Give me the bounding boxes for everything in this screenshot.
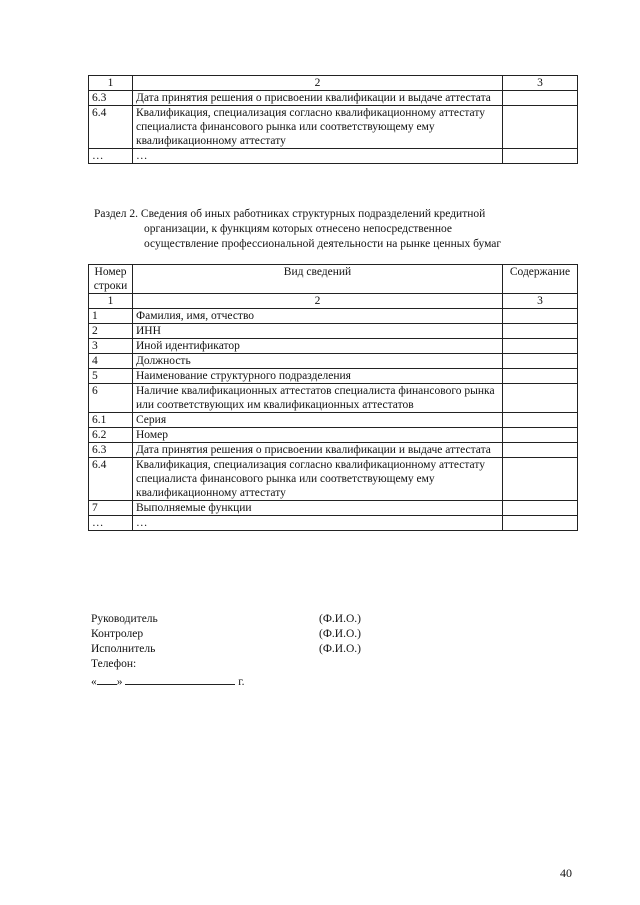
row-value[interactable]	[503, 149, 578, 164]
month-year-blank[interactable]	[125, 672, 235, 685]
row-label: Наименование структурного подразделения	[133, 369, 503, 384]
table-row	[89, 309, 578, 324]
signature-row	[91, 657, 391, 672]
row-label: Квалификация, специализация согласно квалификационному аттестату специалиста финансового рынка или соответствующему ему квалификационному аттестату	[133, 458, 503, 501]
signature-fio: (Ф.И.О.)	[319, 643, 361, 655]
signature-role: Контролер	[91, 628, 144, 640]
table-row	[89, 501, 578, 516]
row-value[interactable]	[503, 443, 578, 458]
signature-fio: (Ф.И.О.)	[319, 628, 361, 640]
row-number: 1	[89, 309, 133, 324]
date-line	[91, 672, 245, 690]
row-label: ИНН	[133, 324, 503, 339]
row-number: …	[89, 149, 133, 164]
signature-role: Телефон:	[91, 658, 137, 670]
row-number: 6.1	[89, 413, 133, 428]
row-label: Номер	[133, 428, 503, 443]
signature-row	[91, 612, 391, 627]
column-number: 1	[89, 294, 133, 309]
row-label: Выполняемые функции	[133, 501, 503, 516]
row-number: 2	[89, 324, 133, 339]
section-title-line: организации, к функциям которых отнесено непосредственное	[144, 223, 452, 235]
row-value[interactable]	[503, 413, 578, 428]
row-label: Фамилия, имя, отчество	[133, 309, 503, 324]
table-row	[89, 443, 578, 458]
date-close-quote: »	[116, 676, 123, 688]
column-number: 2	[133, 76, 503, 91]
row-label: Наличие квалификационных аттестатов специалиста финансового рынка или соответствующих им квалификационных аттестатов	[133, 384, 503, 413]
row-value[interactable]	[503, 501, 578, 516]
column-number: 3	[503, 76, 578, 91]
table-row	[89, 339, 578, 354]
table-row	[89, 324, 578, 339]
row-number: …	[89, 516, 133, 531]
section-title-line: Раздел 2. Сведения об иных работниках структурных подразделений кредитной	[94, 208, 486, 220]
column-header: Содержание	[503, 265, 578, 294]
row-label: Должность	[133, 354, 503, 369]
row-value[interactable]	[503, 369, 578, 384]
table-row	[89, 369, 578, 384]
day-blank[interactable]	[97, 672, 117, 685]
column-header: Вид сведений	[133, 265, 503, 294]
row-number: 6.4	[89, 458, 133, 501]
other-employees-table	[88, 264, 578, 531]
signature-role: Руководитель	[91, 613, 158, 625]
row-number: 6.3	[89, 91, 133, 106]
page-number: 40	[560, 866, 572, 880]
qualification-table-continued	[88, 75, 578, 164]
row-number: 3	[89, 339, 133, 354]
table-header-row	[89, 265, 578, 294]
row-value[interactable]	[503, 309, 578, 324]
table-row	[89, 149, 578, 164]
table-row	[89, 384, 578, 413]
table-column-number-row	[89, 76, 578, 91]
row-label: Квалификация, специализация согласно квалификационному аттестату специалиста финансового рынка или соответствующему ему квалификационному аттестату	[133, 106, 503, 149]
row-value[interactable]	[503, 458, 578, 501]
row-number: 6.2	[89, 428, 133, 443]
section-2-title	[94, 207, 564, 252]
signature-block	[91, 612, 391, 672]
table-row	[89, 458, 578, 501]
row-label: …	[133, 516, 503, 531]
column-header: Номер строки	[89, 265, 133, 294]
row-value[interactable]	[503, 91, 578, 106]
column-number: 1	[89, 76, 133, 91]
section-title-line: осуществление профессиональной деятельности на рынке ценных бумаг	[144, 238, 502, 250]
table-row	[89, 354, 578, 369]
column-number: 3	[503, 294, 578, 309]
signature-row	[91, 627, 391, 642]
year-suffix: г.	[238, 676, 245, 688]
row-value[interactable]	[503, 106, 578, 149]
row-number: 6	[89, 384, 133, 413]
table-column-number-row	[89, 294, 578, 309]
row-value[interactable]	[503, 384, 578, 413]
row-number: 5	[89, 369, 133, 384]
row-value[interactable]	[503, 516, 578, 531]
signature-row	[91, 642, 391, 657]
row-number: 4	[89, 354, 133, 369]
table-row	[89, 413, 578, 428]
table-row	[89, 516, 578, 531]
signature-role: Исполнитель	[91, 643, 156, 655]
table-row	[89, 428, 578, 443]
row-value[interactable]	[503, 339, 578, 354]
signature-fio: (Ф.И.О.)	[319, 613, 361, 625]
row-label: Дата принятия решения о присвоении квалификации и выдаче аттестата	[133, 443, 503, 458]
date-open-quote: «	[91, 676, 97, 688]
table-row	[89, 91, 578, 106]
column-number: 2	[133, 294, 503, 309]
table-row	[89, 106, 578, 149]
row-number: 6.3	[89, 443, 133, 458]
row-label: Серия	[133, 413, 503, 428]
row-label: Иной идентификатор	[133, 339, 503, 354]
row-label: Дата принятия решения о присвоении квалификации и выдаче аттестата	[133, 91, 503, 106]
row-number: 6.4	[89, 106, 133, 149]
row-label: …	[133, 149, 503, 164]
row-number: 7	[89, 501, 133, 516]
row-value[interactable]	[503, 354, 578, 369]
row-value[interactable]	[503, 428, 578, 443]
row-value[interactable]	[503, 324, 578, 339]
